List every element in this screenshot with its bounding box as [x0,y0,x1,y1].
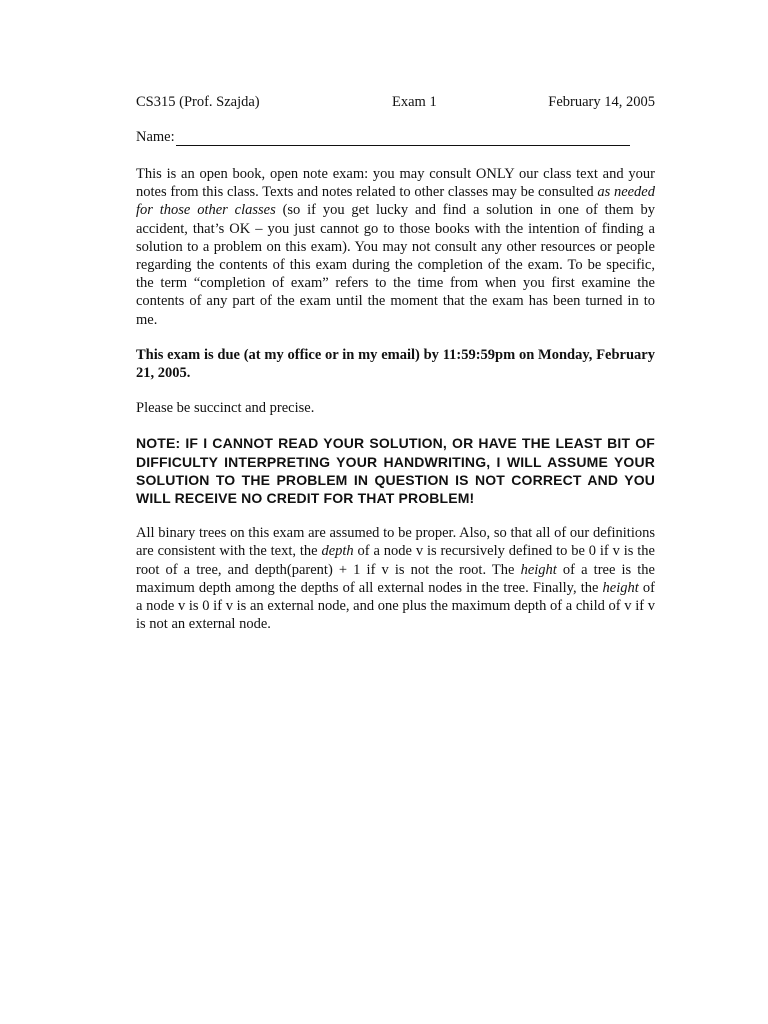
name-label: Name: [136,129,175,145]
definitions-text-1: All binary trees on this exam are assumed to be proper. Also, so that all of our definitions are consistent with the text, the [136,525,655,560]
definitions-text-3: of a tree is the maximum depth among the depths of all external nodes in the tree. Finally, the [136,561,655,596]
handwriting-note: NOTE: IF I CANNOT READ YOUR SOLUTION, OR HAVE THE LEAST BIT OF DIFFICULTY INTERPRETING YOUR HANDWRITING, I WILL ASSUME YOUR SOLUTION TO THE PROBLEM IN QUESTION IS NOT CORRECT AND YOU WILL RECEIVE NO CREDIT FOR THAT PROBLEM! [136,435,655,507]
intro-text-part-2: (so if you get lucky and find a solution in one of them by accident, that’s OK – you just cannot go to those books with the intention of finding a solution to a problem on this exam). You may not consult any other resources or people regarding the contents of this exam during the completion of the exam. To be specific, the term “completion of exam” refers to the time from when you first examine the contents of any part of the exam until the moment that the exam has been turned in to me. [136,202,655,328]
definitions-text-2: of a node v is recursively defined to be 0 if v is the root of a tree, and depth(parent) + 1 if v is not the root. The [136,543,655,578]
intro-italic-phrase: as needed for those other classes [136,184,655,219]
due-date-paragraph: This exam is due (at my office or in my email) by 11:59:59pm on Monday, February 21, 2005. [136,346,655,382]
intro-text-part-1: This is an open book, open note exam: you may consult ONLY our class text and your notes from this class. Texts and notes related to other classes may be consulted [136,166,655,201]
course-info: CS315 (Prof. Szajda) [136,94,260,110]
succinct-paragraph: Please be succinct and precise. [136,400,315,417]
depth-term: depth [321,543,354,560]
exam-date: February 14, 2005 [548,94,655,110]
page-content [136,93,655,633]
name-field-row [136,128,655,146]
intro-paragraph [136,165,655,329]
exam-title: Exam 1 [392,94,437,110]
exam-header [136,93,655,111]
height-term-2: height [602,579,639,596]
name-blank-line [176,130,630,146]
definitions-paragraph [136,524,655,633]
height-term-1: height [520,561,557,578]
definitions-text-4: of a node v is 0 if v is an external node, and one plus the maximum depth of a child of v if v is not an external node. [136,579,655,633]
